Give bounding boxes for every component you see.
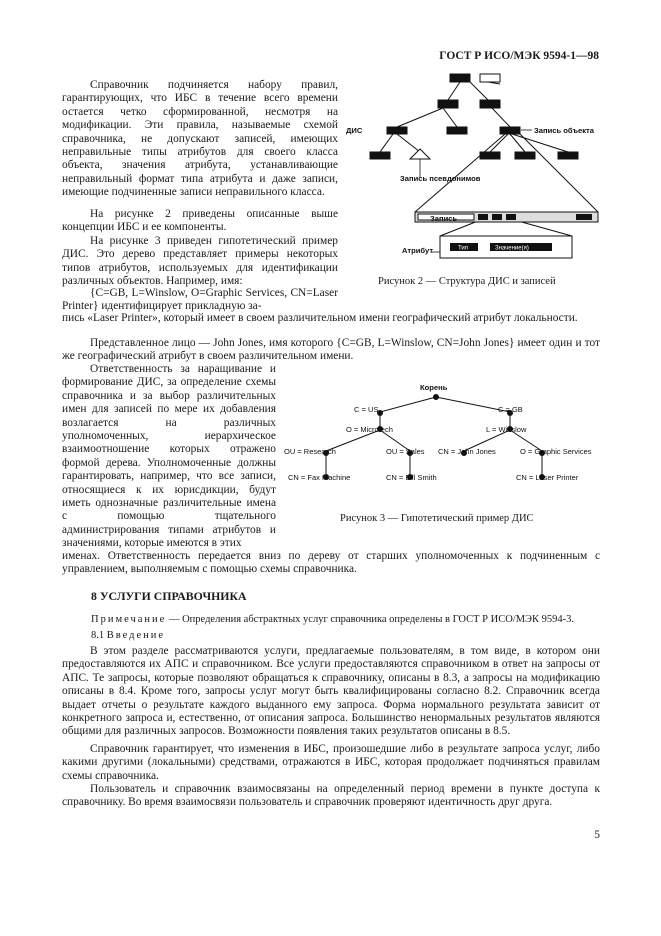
note	[91, 613, 601, 626]
label-dis: ДИС	[346, 126, 363, 135]
paragraph-services: В этом разделе рассматриваются услуги, предлагаемые пользователям, в том виде, в котором они предоставляются их АПС и справочником. Все услуги предоставляются справочником в ответ на запросы от АПС. Те запросы, которые позволяют обращаться к справочнику, описаны в 8.3, а запросы на модификацию описаны в 8.4. Кроме того, запросы услуг могут быть квалифицированы согласно 8.2. Справочник всегда выдает отчеты о результате каждого выданного ему запроса. Форма нормального результата зависит от конкретного запроса и, естественно, от описания запроса. Большинство ненормальных результатов являются общими для различных запросов. Возможности появления таких результатов описаны в 8.5.	[62, 645, 600, 738]
dis-node-l2a	[370, 152, 390, 159]
node-cn-laser-printer: CN = Laser Printer	[516, 473, 579, 482]
node-o-graphic-services: O = Graphic Services	[520, 447, 592, 456]
page-header: ГОСТ Р ИСО/МЭК 9594-1—98	[439, 50, 599, 62]
alias-entry-triangle	[410, 149, 430, 159]
dis-node-top-2	[480, 74, 500, 82]
node-cn-fax-machine: CN = Fax Machine	[288, 473, 351, 482]
node-ou-research: OU = Research	[284, 447, 336, 456]
dis-node-object	[500, 127, 520, 134]
subsection-heading	[91, 629, 165, 642]
label-attribute: Атрибут	[402, 246, 434, 255]
dis-node-top	[450, 74, 470, 82]
dis-node-l1a	[387, 127, 407, 134]
node-cn-bill-smith: CN = Bill Smith	[386, 473, 437, 482]
paragraph-example-name: {C=GB, L=Winslow, O=Graphic Services, CN=Laser Printer} идентифицирует прикладную за-	[62, 287, 338, 313]
figure-3-caption: Рисунок 3 — Гипотетический пример ДИС	[340, 513, 534, 524]
paragraph-schema: Справочник подчиняется набору правил, гарантирующих, что ИБС в течение всего времени остается четко сформированной, несмотря на модификации. Эти правила, называемые схемой справочника, не допускают записей, имеющих неправильные типы атрибутов для своего класса объекта, значения атрибута, устанавливающие неправильный формат типа атрибута и даже записи, имеющие подчиненные записи неправильного класса.	[62, 79, 338, 199]
page-number: 5	[594, 829, 600, 841]
node-l-winslow: L = Winslow	[486, 425, 527, 434]
dis-node-l1b	[447, 127, 467, 134]
value-box-label: Значение(я)	[495, 245, 529, 252]
paragraph-fig2-ref: На рисунке 2 приведены описанные выше концепции ИБС и ее компоненты.	[62, 208, 338, 234]
dis-node-l2c	[515, 152, 535, 159]
figure-3-tree	[282, 378, 607, 508]
node-ou-sales: OU = Sales	[386, 447, 425, 456]
figure-2-diagram	[340, 60, 605, 280]
node-root: Корень	[420, 383, 448, 392]
subsection-title: Введение	[106, 630, 166, 641]
paragraph-responsibility: Ответственность за наращивание и формирование ДИС, за определение схемы справочника и за выбор различительных имен для записей по мере их добавления возлагается на различных уполномоченных, иерархическое взаимоотношение которых отражено формой дерева. Уполномоченные должны гарантировать, например, что все записи, относящиеся к их юрисдикции, будут иметь однозначные различительные имена с помощью тщательного администрирования типами атрибутов и значениями, которые имеются в этих	[62, 363, 276, 550]
dis-node-root	[438, 100, 458, 108]
label-entry: Запись	[430, 214, 458, 223]
paragraph-changes: Справочник гарантирует, что изменения в ИБС, произошедшие либо в результате запроса услуг, либо какими другими (локальными) средствами, отражаются в ИБС, которая продолжает подчиняться правилам схемы справочника.	[62, 743, 600, 782]
dis-node-l2b	[480, 152, 500, 159]
label-alias-entry: Запись псевдонимов	[400, 174, 481, 183]
subsection-number: 8.1	[91, 630, 107, 641]
dis-node-root-2	[480, 100, 500, 108]
dis-node-l2d	[558, 152, 578, 159]
note-label: Примечание	[91, 614, 167, 625]
node-cn-john-jones: CN = John Jones	[438, 447, 496, 456]
section-title: 8 УСЛУГИ СПРАВОЧНИКА	[91, 589, 247, 603]
paragraph-laser-printer: пись «Laser Printer», который имеет в своем различительном имени географический атрибут локальности.	[62, 312, 578, 324]
label-object-entry: Запись объекта	[534, 126, 594, 135]
figure-2-caption: Рисунок 2 — Структура ДИС и записей	[378, 276, 556, 287]
node-c-us: C = US	[354, 405, 379, 414]
note-text: — Определения абстрактных услуг справочника определены в ГОСТ Р ИСО/МЭК 9594-3.	[166, 614, 574, 625]
node-o-microtech: O = Microtech	[346, 425, 393, 434]
paragraph-responsibility-continued: именах. Ответственность передается вниз по дереву от старших уполномоченных к подчиненным с управлением, выполняемым с помощью схемы справочника.	[62, 550, 600, 576]
node-c-gb: C = GB	[498, 405, 523, 414]
paragraph-interaction: Пользователь и справочник взаимосвязаны на определенный период времени в пункте доступа к справочнику. Во время взаимосвязи пользователь и справочник проверяют идентичность друг друга.	[62, 783, 600, 809]
paragraph-john-jones: Представленное лицо — John Jones, имя которого {C=GB, L=Winslow, CN=John Jones} имеет один и тот же географический атрибут в своем различительном имени.	[62, 337, 600, 363]
type-box-label: Тип	[458, 245, 469, 252]
paragraph-fig3-ref: На рисунке 3 приведен гипотетический пример ДИС. Это дерево представляет примеры некоторых типов атрибутов, используемых для идентификации различных объектов. Например, имя:	[62, 235, 338, 288]
